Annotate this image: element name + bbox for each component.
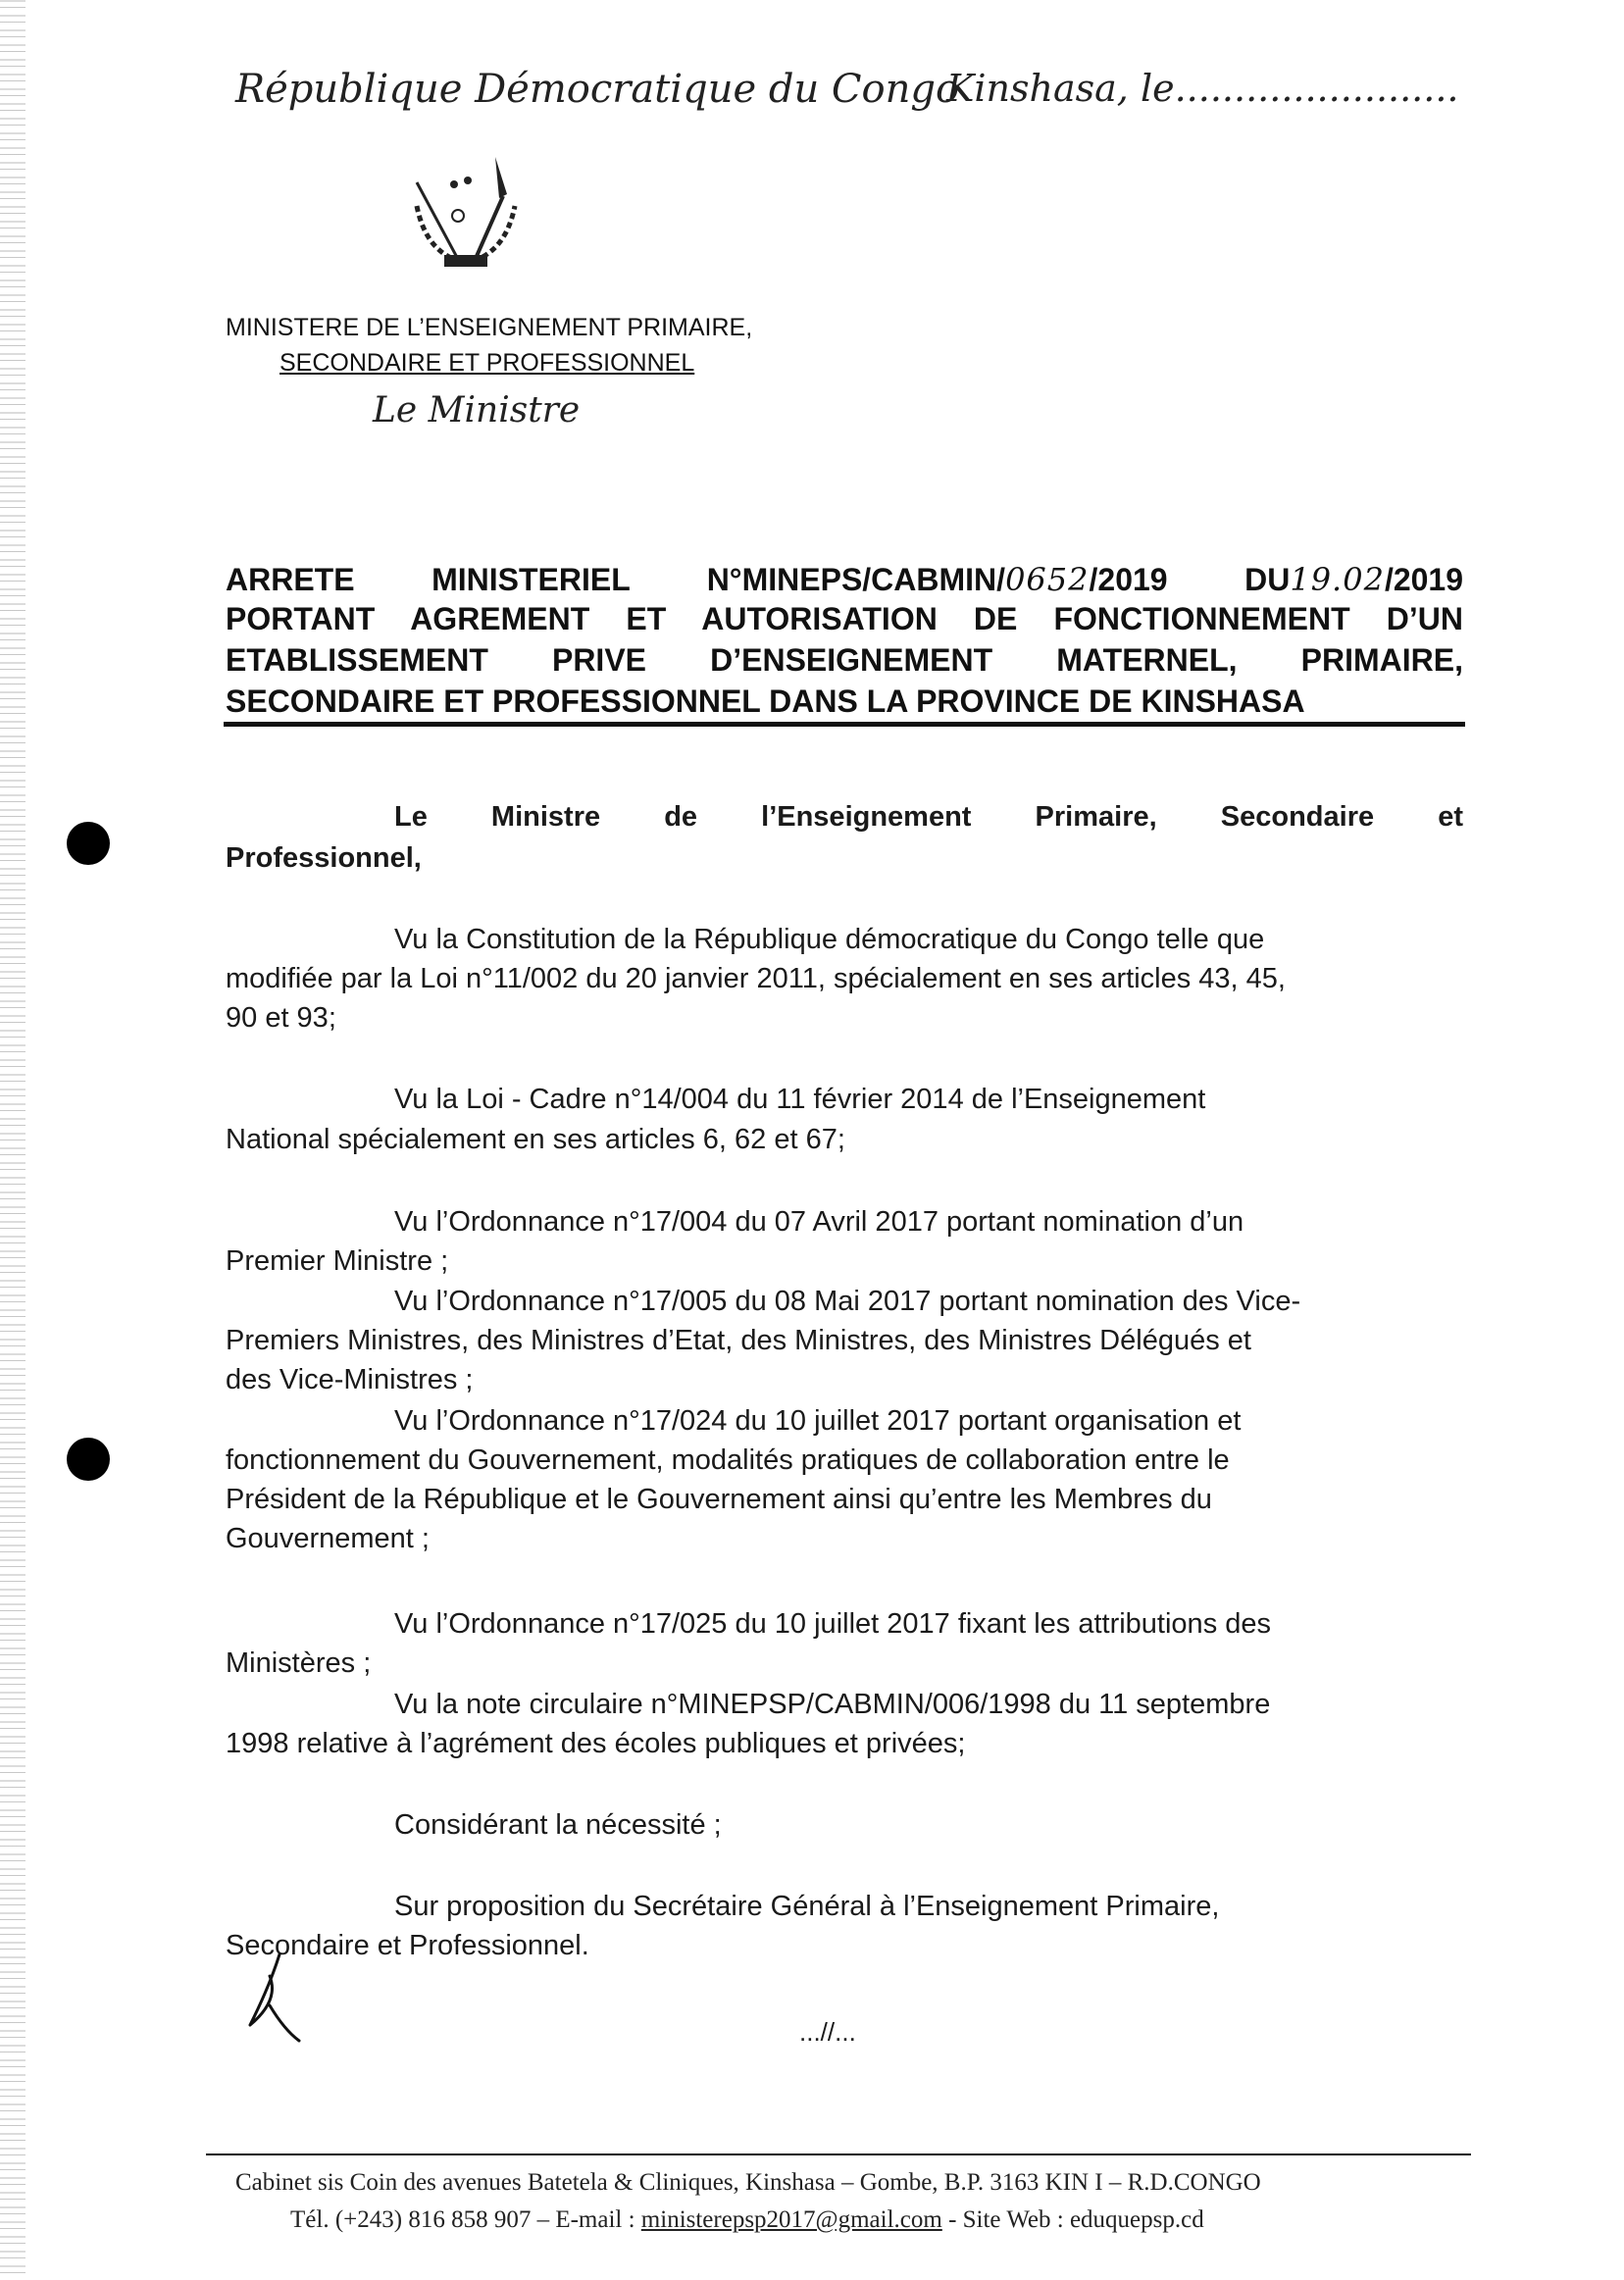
recital-ord-005-l2: Premiers Ministres, des Ministres d’Etat, des Ministres, des Ministres Délégués et [226,1325,1251,1356]
ministry-name-line2: SECONDAIRE ET PROFESSIONNEL [279,349,695,377]
recital-loi-cadre-l1: Vu la Loi - Cadre n°14/004 du 11 février 2014 de l’Enseignement [394,1084,1206,1115]
place-date-line: Kinshasa, le........................ [946,67,1459,110]
footer-website: - Site Web : eduquepsp.cd [941,2206,1204,2233]
minister-intro-line1: Le Ministre de l’Enseignement Primaire, Secondaire et [394,801,1463,833]
minister-intro-line2: Professionnel, [226,842,422,874]
decree-date-handwritten: 19.02 [1290,561,1385,598]
minister-heading: Le Ministre [373,390,581,431]
scan-edge-noise [0,0,25,2280]
decree-title-line2: PORTANT AGREMENT ET AUTORISATION DE FONCTIONNEMENT D’UN [226,601,1463,636]
recital-ord-025-l2: Ministères ; [226,1647,372,1679]
recital-ord-005-l3: des Vice-Ministres ; [226,1364,474,1395]
recital-circular-l2: 1998 relative à l’agrément des écoles publiques et privées; [226,1728,966,1759]
punch-hole-bottom [67,1438,110,1481]
recital-loi-cadre-l2: National spécialement en ses articles 6, 62 et 67; [226,1124,845,1155]
recital-ord-024-l4: Gouvernement ; [226,1523,430,1554]
footer-email-link[interactable]: ministerepsp2017@gmail.com [640,2206,942,2233]
recital-ord-025-l1: Vu l’Ordonnance n°17/025 du 10 juillet 2017 fixant les attributions des [394,1608,1272,1640]
decree-title-line4: SECONDAIRE ET PROFESSIONNEL DANS LA PROVINCE DE KINSHASA [226,684,1305,719]
decree-number-prefix: ARRETE MINISTERIEL N°MINEPS/CABMIN/ [226,562,1006,597]
recital-constitution-l3: 90 et 93; [226,1002,336,1034]
recital-constitution-l2: modifiée par la Loi n°11/002 du 20 janvier 2011, spécialement en ses articles 43, 45, [226,963,1286,994]
footer-contact [290,2206,1204,2234]
considering-clause: Considérant la nécessité ; [394,1809,722,1841]
footer-phone: Tél. (+243) 816 858 907 – E-mail : [290,2206,641,2233]
title-underline [224,722,1465,727]
recital-ord-005-l1: Vu l’Ordonnance n°17/005 du 08 Mai 2017 portant nomination des Vice- [394,1286,1301,1317]
decree-number-mid: /2019 DU [1089,562,1291,597]
decree-title-line1 [226,561,1463,598]
recital-ord-024-l1: Vu l’Ordonnance n°17/024 du 10 juillet 2017 portant organisation et [394,1405,1242,1437]
country-heading: République Démocratique du Congo [235,67,960,112]
recital-ord-024-l2: fonctionnement du Gouvernement, modalités pratiques de collaboration entre le [226,1444,1230,1476]
recital-constitution-l1: Vu la Constitution de la République démocratique du Congo telle que [394,924,1265,955]
recital-ord-004-l1: Vu l’Ordonnance n°17/004 du 07 Avril 2017 portant nomination d’un [394,1206,1244,1238]
recital-ord-024-l3: Président de la République et le Gouvernement ainsi qu’entre les Membres du [226,1484,1212,1515]
footer-address: Cabinet sis Coin des avenues Batetela & Cliniques, Kinshasa – Gombe, B.P. 3163 KIN I – R.D.CONGO [235,2169,1261,2196]
coat-of-arms-emblem [397,147,534,273]
decree-year: /2019 [1384,562,1464,597]
decree-number-handwritten: 0652 [1005,561,1090,598]
proposal-clause-l2: Secondaire et Professionnel. [226,1930,589,1961]
recital-circular-l1: Vu la note circulaire n°MINEPSP/CABMIN/006/1998 du 11 septembre [394,1689,1271,1720]
proposal-clause-l1: Sur proposition du Secrétaire Général à l’Enseignement Primaire, [394,1891,1220,1922]
handwritten-initial-mark [240,1947,309,2045]
footer-rule [206,2153,1471,2155]
recital-ord-004-l2: Premier Ministre ; [226,1245,449,1277]
page-continuation-mark: ...//... [799,2017,856,2047]
ministry-name-line1: MINISTERE DE L’ENSEIGNEMENT PRIMAIRE, [226,314,753,341]
decree-title-line3: ETABLISSEMENT PRIVE D’ENSEIGNEMENT MATERNEL, PRIMAIRE, [226,642,1463,678]
punch-hole-top [67,822,110,865]
